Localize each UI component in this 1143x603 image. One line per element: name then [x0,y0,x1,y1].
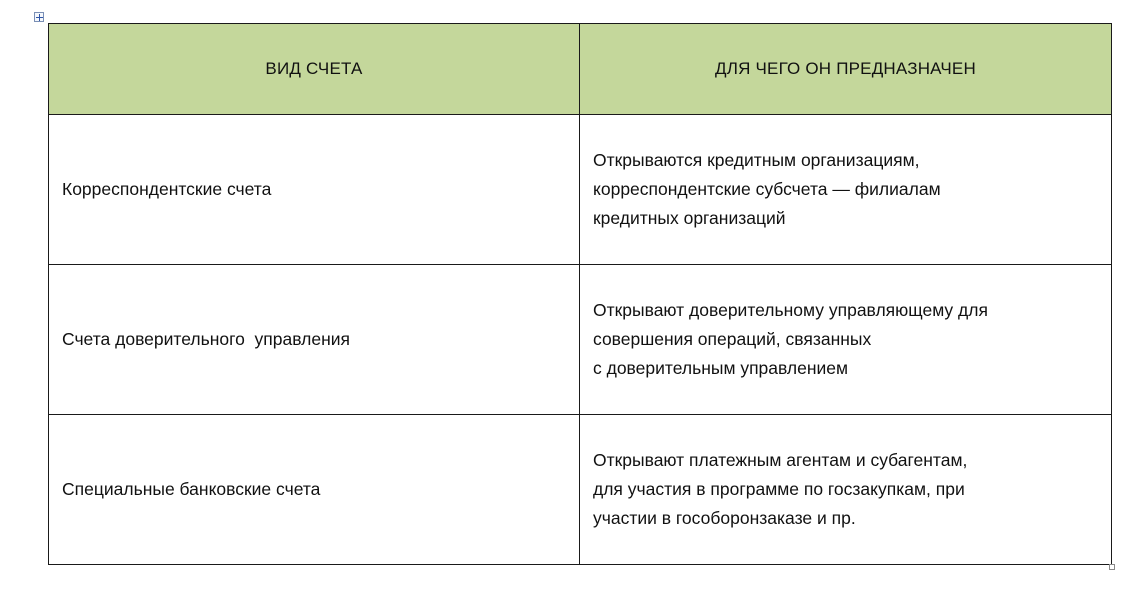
purpose-line: Открывают платежным агентам и субагентам, [593,450,968,470]
purpose-line: совершения операций, связанных [593,329,872,349]
purpose-line: Открывают доверительному управляющему для [593,300,988,320]
account-types-table [48,23,1112,565]
account-type-cell: Корреспондентские счета [49,115,580,265]
header-account-type: ВИД СЧЕТА [49,24,580,115]
purpose-line: кредитных организаций [593,208,786,228]
purpose-line: участии в гособоронзаказе и пр. [593,508,856,528]
purpose-cell [580,115,1112,265]
table-header-row [49,24,1112,115]
header-purpose: ДЛЯ ЧЕГО ОН ПРЕДНАЗНАЧЕН [580,24,1112,115]
table-move-handle-icon[interactable] [34,12,44,22]
purpose-cell [580,265,1112,415]
table-row [49,415,1112,565]
account-type-cell: Счета доверительного управления [49,265,580,415]
purpose-line: корреспондентские субсчета — филиалам [593,179,941,199]
purpose-line: для участия в программе по госзакупкам, при [593,479,965,499]
purpose-line: с доверительным управлением [593,358,849,378]
table-row [49,265,1112,415]
purpose-cell [580,415,1112,565]
account-type-cell: Специальные банковские счета [49,415,580,565]
table-resize-handle[interactable] [1109,564,1115,570]
purpose-line: Открываются кредитным организациям, [593,150,920,170]
table-row [49,115,1112,265]
